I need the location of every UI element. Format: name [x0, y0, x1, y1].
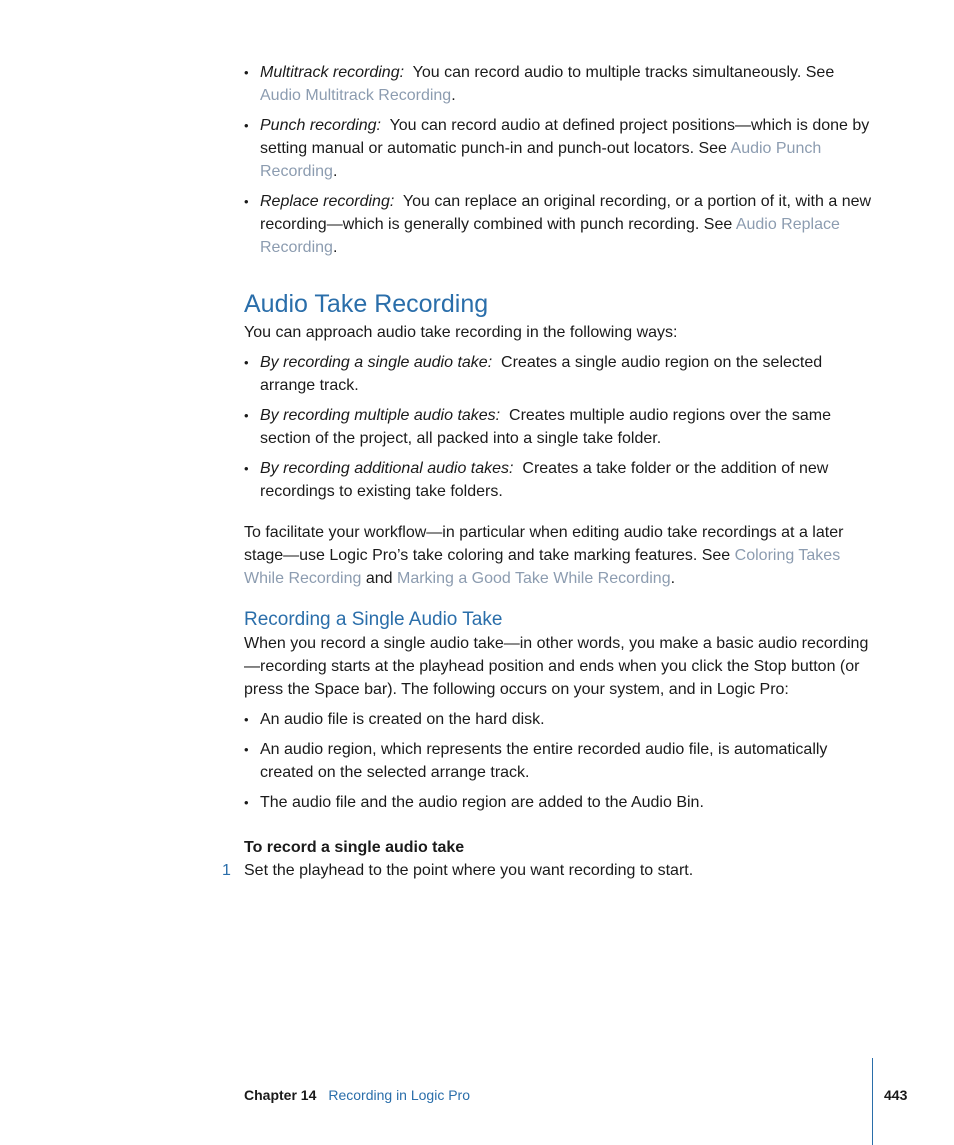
bullet-end: .	[332, 163, 338, 180]
link-audio-multitrack-recording[interactable]: Audio Multitrack Recording	[260, 87, 452, 104]
chapter-title-link[interactable]: Recording in Logic Pro	[328, 1087, 470, 1103]
bullet-text: You can replace an original recording, or a portion of it, with a new recording—which is generally combined with punch recording. See	[260, 193, 872, 233]
step-item	[222, 859, 874, 882]
task-title: To record a single audio take	[244, 839, 465, 856]
link-audio-replace-recording[interactable]: Audio Replace Recording	[260, 216, 840, 256]
list-item	[244, 404, 874, 450]
link-audio-punch-recording[interactable]: Audio Punch Recording	[260, 140, 822, 180]
list-item	[244, 457, 874, 503]
take-recording-ways-list	[244, 351, 874, 503]
link-marking-good-take[interactable]: Marking a Good Take While Recording	[396, 570, 671, 587]
subsection-title: Recording a Single Audio Take	[244, 609, 503, 630]
list-item	[244, 351, 874, 397]
bullet-text: Creates a single audio region on the selected arrange track.	[260, 354, 823, 394]
workflow-paragraph	[244, 521, 874, 590]
bullet-end: .	[451, 87, 456, 104]
list-item	[244, 190, 874, 259]
list-item	[244, 114, 874, 183]
bullet-text: You can record audio to multiple tracks simultaneously. See	[412, 64, 835, 81]
list-item: • The audio file and the audio region are added to the Audio Bin.	[244, 791, 874, 814]
paragraph-text: and	[361, 570, 397, 587]
list-item: • An audio file is created on the hard disk.	[244, 708, 874, 731]
chapter-label: Chapter 14	[244, 1087, 317, 1103]
list-item	[244, 61, 874, 107]
bullet-term: By recording a single audio take:	[260, 354, 493, 371]
bullet-term: Punch recording:	[260, 117, 381, 134]
step-text: Set the playhead to the point where you want recording to start.	[244, 862, 694, 879]
step-number: 1	[222, 862, 231, 879]
link-coloring-takes[interactable]: Coloring Takes While Recording	[244, 547, 841, 587]
bullet-term: By recording multiple audio takes:	[260, 407, 501, 424]
bullet-end: .	[332, 239, 338, 256]
bullet-term: Multitrack recording:	[260, 64, 405, 81]
paragraph-text: To facilitate your workflow—in particular when editing audio take recordings at a later stage—use Logic Pro’s take coloring and take marking features. See	[244, 524, 844, 564]
bullet-text: You can record audio at defined project positions—which is done by setting manual or automatic punch-in and punch-out locators. See	[260, 117, 870, 157]
subsection-intro: When you record a single audio take—in other words, you make a basic audio recording—recording starts at the playhead position and ends when you click the Stop button (or press the Space bar). The following occurs on your system, and in Logic Pro:	[244, 635, 869, 698]
bullet-term: Replace recording:	[260, 193, 395, 210]
section-intro: You can approach audio take recording in the following ways:	[244, 324, 678, 341]
footer-divider	[872, 1058, 873, 1145]
bullet-text: Creates multiple audio regions over the same section of the project, all packed into a single take folder.	[260, 407, 831, 447]
page-footer	[244, 1086, 470, 1104]
bullet-term: By recording additional audio takes:	[260, 460, 514, 477]
section-title: Audio Take Recording	[244, 290, 489, 318]
bullet-text: Creates a take folder or the addition of new recordings to existing take folders.	[260, 460, 829, 500]
page-number: 443	[884, 1087, 908, 1103]
single-take-results-list	[244, 708, 874, 814]
recording-types-list	[244, 61, 874, 259]
paragraph-text: .	[670, 570, 676, 587]
list-item: • An audio region, which represents the entire recorded audio file, is automatically created on the selected arrange track.	[244, 738, 874, 784]
page-content	[222, 61, 874, 882]
